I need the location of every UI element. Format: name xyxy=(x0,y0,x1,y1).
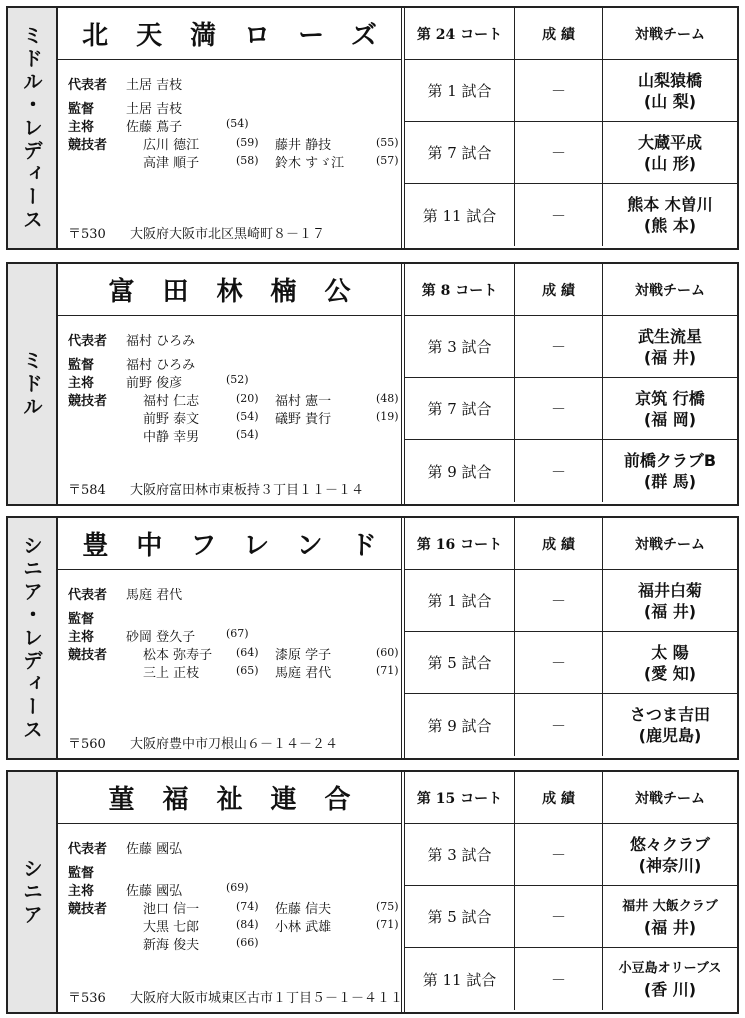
address-text: 大阪府富田林市東板持３丁目１１－１４ xyxy=(130,483,365,498)
address-row xyxy=(68,733,338,752)
player-name: 福村 憲一 xyxy=(275,394,332,409)
captain-age: (69) xyxy=(226,881,249,894)
captain-row xyxy=(68,372,249,391)
match-row xyxy=(405,440,737,502)
player-age: (59) xyxy=(236,136,259,149)
match-number: 第 7 試合 xyxy=(405,122,515,183)
member-name: 佐藤 國弘 xyxy=(126,884,183,899)
player-name: 中静 幸男 xyxy=(143,430,200,445)
match-row xyxy=(405,886,737,948)
player-name: 鈴木 すゞ江 xyxy=(275,156,345,171)
captain-row xyxy=(68,880,249,899)
opponent-name: 大蔵平成 xyxy=(637,132,702,152)
match-row xyxy=(405,632,737,694)
schedule-header xyxy=(405,264,737,316)
player-name: 大黒 七郎 xyxy=(143,920,200,935)
address-text: 大阪府大阪市城東区古市１丁目５－１－４１１ xyxy=(130,991,404,1006)
address-text: 大阪府豊中市刀根山６－１４－２４ xyxy=(130,737,339,752)
team-block xyxy=(6,6,739,250)
coach-row xyxy=(68,608,126,627)
player-age: (65) xyxy=(236,664,259,677)
team-name: 北天満ローズ xyxy=(58,8,401,60)
member-label: 主将 xyxy=(68,630,95,645)
player-age: (58) xyxy=(236,154,259,167)
match-number: 第 9 試合 xyxy=(405,440,515,502)
opponent-name: 武生流星 xyxy=(637,326,702,346)
captain-age: (54) xyxy=(226,117,249,130)
court-number: 第 15 コート xyxy=(405,772,515,823)
category-label: シニア・レディース xyxy=(19,534,44,742)
court-number: 第 16 コート xyxy=(405,518,515,569)
opponent-header: 対戦チーム xyxy=(635,282,705,299)
zip-code: 〒560 xyxy=(68,737,106,752)
player-age: (71) xyxy=(376,918,399,931)
player-age: (55) xyxy=(376,136,399,149)
player-age: (20) xyxy=(236,392,259,405)
representative-row xyxy=(68,838,182,857)
team-name: 豊中フレンド xyxy=(58,518,401,570)
captain-age: (67) xyxy=(226,627,249,640)
opponent-prefecture: (山 梨) xyxy=(643,91,697,111)
opponent-prefecture: (神奈川) xyxy=(638,855,702,875)
player-name: 佐藤 信夫 xyxy=(275,902,332,917)
member-name: 土居 吉枝 xyxy=(126,102,183,117)
player-name: 広川 德江 xyxy=(143,138,200,153)
opponent-name: 熊本 木曽川 xyxy=(627,195,713,214)
member-label: 監督 xyxy=(68,102,95,117)
team-members xyxy=(58,824,404,1012)
player-name: 高津 順子 xyxy=(143,156,200,171)
player-name: 小林 武雄 xyxy=(275,920,332,935)
match-result: － xyxy=(515,694,603,756)
match-row xyxy=(405,60,737,122)
match-result: － xyxy=(515,378,603,439)
category-column xyxy=(8,8,58,248)
address-text: 大阪府大阪市北区黒崎町８－１７ xyxy=(130,227,326,242)
member-name: 砂岡 登久子 xyxy=(126,630,196,645)
opponent-prefecture: (愛 知) xyxy=(643,663,697,683)
match-result: － xyxy=(515,440,603,502)
member-name: 福村 ひろみ xyxy=(126,358,196,373)
opponent-prefecture: (山 形) xyxy=(643,153,697,173)
result-header: 成 績 xyxy=(515,8,603,59)
match-number: 第 3 試合 xyxy=(405,316,515,377)
member-label: 主将 xyxy=(68,376,95,391)
schedule-header xyxy=(405,8,737,60)
player-age: (54) xyxy=(236,410,259,423)
opponent-name: 福井白菊 xyxy=(637,580,702,600)
court-number: 第 8 コート xyxy=(405,264,515,315)
match-result: － xyxy=(515,122,603,183)
match-row xyxy=(405,184,737,246)
match-number: 第 11 試合 xyxy=(405,948,515,1010)
address-row xyxy=(68,223,325,242)
match-result: － xyxy=(515,316,603,377)
player-age: (84) xyxy=(236,918,259,931)
zip-code: 〒530 xyxy=(68,227,106,242)
player-age: (75) xyxy=(376,900,399,913)
member-label: 代表者 xyxy=(68,334,108,349)
coach-row xyxy=(68,354,195,373)
player-name: 三上 正枝 xyxy=(143,666,200,681)
match-result: － xyxy=(515,570,603,631)
player-name: 前野 泰文 xyxy=(143,412,200,427)
player-age: (71) xyxy=(376,664,399,677)
schedule-panel xyxy=(405,518,737,758)
opponent-prefecture: (鹿児島) xyxy=(638,726,702,745)
result-header: 成 績 xyxy=(515,772,603,823)
opponent-name: 小豆島オリーブス xyxy=(618,961,722,976)
category-column xyxy=(8,518,58,758)
team-info-panel xyxy=(58,8,405,248)
player-name: 福村 仁志 xyxy=(143,394,200,409)
zip-code: 〒536 xyxy=(68,991,106,1006)
players-label-row xyxy=(68,644,126,663)
captain-row xyxy=(68,626,249,645)
schedule-panel xyxy=(405,264,737,504)
opponent-header: 対戦チーム xyxy=(635,536,705,553)
address-row xyxy=(68,479,364,498)
opponent-team xyxy=(603,378,737,439)
category-column xyxy=(8,772,58,1012)
match-row xyxy=(405,378,737,440)
match-result: － xyxy=(515,184,603,246)
opponent-prefecture: (福 井) xyxy=(643,917,697,937)
team-info-panel xyxy=(58,518,405,758)
opponent-header: 対戦チーム xyxy=(635,26,705,43)
opponent-name: 前橋クラブB xyxy=(623,451,717,470)
team-block xyxy=(6,516,739,760)
address-row xyxy=(68,987,403,1006)
schedule-panel xyxy=(405,8,737,248)
team-members xyxy=(58,316,401,504)
representative-row xyxy=(68,74,182,93)
match-row xyxy=(405,824,737,886)
opponent-team xyxy=(603,60,737,121)
match-number: 第 1 試合 xyxy=(405,570,515,631)
court-number: 第 24 コート xyxy=(405,8,515,59)
opponent-prefecture: (群 馬) xyxy=(643,472,697,491)
player-age: (64) xyxy=(236,646,259,659)
representative-row xyxy=(68,584,182,603)
match-result: － xyxy=(515,824,603,885)
member-label: 代表者 xyxy=(68,78,108,93)
players-label-row xyxy=(68,390,126,409)
opponent-prefecture: (熊 本) xyxy=(643,216,697,235)
opponent-team xyxy=(603,694,737,756)
opponent-name: 悠々クラブ xyxy=(629,834,710,854)
opponent-team xyxy=(603,886,737,947)
opponent-name: 福井 大飯クラブ xyxy=(622,898,718,914)
player-name: 馬庭 君代 xyxy=(275,666,332,681)
member-label: 競技者 xyxy=(68,902,108,917)
member-label: 競技者 xyxy=(68,394,108,409)
opponent-team xyxy=(603,570,737,631)
opponent-team xyxy=(603,632,737,693)
opponent-name: 山梨猿橋 xyxy=(637,70,702,90)
opponent-prefecture: (福 井) xyxy=(643,601,697,621)
opponent-team xyxy=(603,316,737,377)
player-name: 礒野 貴行 xyxy=(275,412,332,427)
match-row xyxy=(405,316,737,378)
captain-row xyxy=(68,116,249,135)
zip-code: 〒584 xyxy=(68,483,106,498)
opponent-team xyxy=(603,440,737,502)
member-label: 主将 xyxy=(68,884,95,899)
member-label: 監督 xyxy=(68,866,95,881)
player-age: (60) xyxy=(376,646,399,659)
category-label: シニア xyxy=(19,857,44,927)
match-number: 第 9 試合 xyxy=(405,694,515,756)
member-label: 監督 xyxy=(68,612,95,627)
member-name: 佐藤 國弘 xyxy=(126,842,183,857)
match-number: 第 5 試合 xyxy=(405,632,515,693)
opponent-team xyxy=(603,122,737,183)
match-result: － xyxy=(515,886,603,947)
captain-age: (52) xyxy=(226,373,249,386)
member-name: 前野 俊彦 xyxy=(126,376,183,391)
team-members xyxy=(58,570,401,758)
opponent-prefecture: (福 岡) xyxy=(643,409,697,429)
players-label-row xyxy=(68,898,126,917)
team-members xyxy=(58,60,401,248)
opponent-team xyxy=(603,184,737,246)
player-age: (57) xyxy=(376,154,399,167)
opponent-header: 対戦チーム xyxy=(635,790,705,807)
member-name: 佐藤 蔦子 xyxy=(126,120,183,135)
schedule-header xyxy=(405,518,737,570)
player-age: (74) xyxy=(236,900,259,913)
member-label: 主将 xyxy=(68,120,95,135)
opponent-team xyxy=(603,824,737,885)
category-column xyxy=(8,264,58,504)
opponent-prefecture: (香 川) xyxy=(643,980,697,999)
member-label: 監督 xyxy=(68,358,95,373)
match-result: － xyxy=(515,60,603,121)
team-block xyxy=(6,262,739,506)
match-row xyxy=(405,694,737,756)
member-label: 代表者 xyxy=(68,588,108,603)
player-name: 藤井 静技 xyxy=(275,138,332,153)
coach-row xyxy=(68,98,182,117)
team-name: 菫福祉連合 xyxy=(58,772,401,824)
member-name: 馬庭 君代 xyxy=(126,588,183,603)
schedule-header xyxy=(405,772,737,824)
schedule-panel xyxy=(405,772,737,1012)
team-name: 富田林楠公 xyxy=(58,264,401,316)
match-row xyxy=(405,570,737,632)
team-block xyxy=(6,770,739,1014)
member-label: 競技者 xyxy=(68,138,108,153)
match-row xyxy=(405,948,737,1010)
match-number: 第 7 試合 xyxy=(405,378,515,439)
player-name: 池口 信一 xyxy=(143,902,200,917)
match-result: － xyxy=(515,948,603,1010)
player-name: 漆原 学子 xyxy=(275,648,332,663)
team-info-panel xyxy=(58,264,405,504)
opponent-team xyxy=(603,948,737,1010)
player-name: 松本 弥寿子 xyxy=(143,648,213,663)
representative-row xyxy=(68,330,195,349)
match-number: 第 3 試合 xyxy=(405,824,515,885)
opponent-name: 京筑 行橋 xyxy=(635,388,705,408)
player-age: (54) xyxy=(236,428,259,441)
category-label: ミドル xyxy=(19,349,44,419)
opponent-prefecture: (福 井) xyxy=(643,347,697,367)
match-number: 第 5 試合 xyxy=(405,886,515,947)
players-label-row xyxy=(68,134,126,153)
player-name: 新海 俊夫 xyxy=(143,938,200,953)
match-row xyxy=(405,122,737,184)
coach-row xyxy=(68,862,126,881)
opponent-name: さつま吉田 xyxy=(629,705,710,724)
result-header: 成 績 xyxy=(515,264,603,315)
player-age: (66) xyxy=(236,936,259,949)
opponent-name: 太 陽 xyxy=(651,642,689,662)
team-info-panel xyxy=(58,772,405,1012)
player-age: (48) xyxy=(376,392,399,405)
member-label: 競技者 xyxy=(68,648,108,663)
member-label: 代表者 xyxy=(68,842,108,857)
member-name: 福村 ひろみ xyxy=(126,334,196,349)
match-result: － xyxy=(515,632,603,693)
category-label: ミドル・レディース xyxy=(19,24,44,232)
member-name: 土居 吉枝 xyxy=(126,78,183,93)
match-number: 第 11 試合 xyxy=(405,184,515,246)
result-header: 成 績 xyxy=(515,518,603,569)
match-number: 第 1 試合 xyxy=(405,60,515,121)
player-age: (19) xyxy=(376,410,399,423)
